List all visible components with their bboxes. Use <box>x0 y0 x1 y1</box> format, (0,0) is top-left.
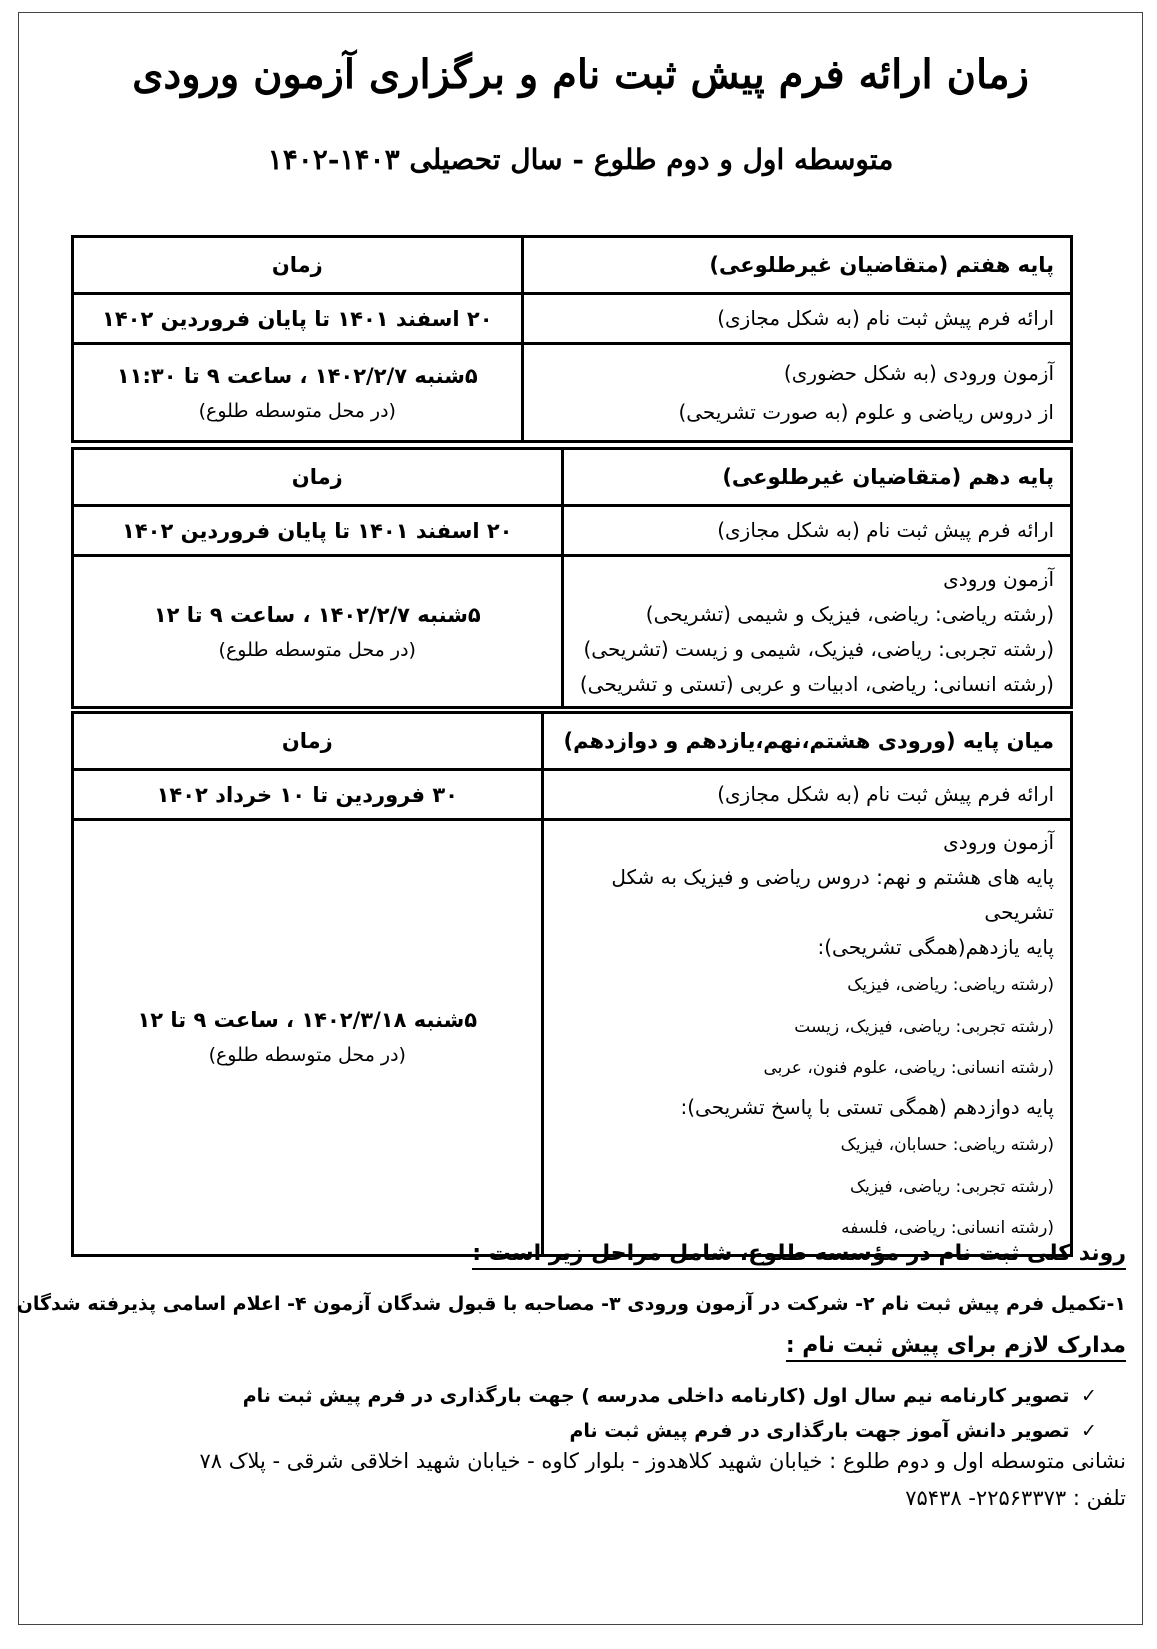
grade-10-exam-desc-line: (رشته ریاضی: ریاضی، فیزیک و شیمی (تشریحی) <box>645 601 1054 626</box>
mid-grade-time-heading: زمان <box>73 713 543 770</box>
grade-10-exam-row <box>73 556 1072 708</box>
documents-item-text: تصویر دانش آموز جهت بارگذاری در فرم پیش ثبت نام <box>569 1420 1070 1443</box>
grade-7-exam-desc <box>522 344 1071 442</box>
grade-7-heading: پایه هفتم (متقاضیان غیرطلوعی) <box>522 237 1071 294</box>
grade-7-time-heading: زمان <box>73 237 523 294</box>
process-title-text: روند کلی ثبت نام در مؤسسه طلوع، شامل مراحل زیر است : <box>472 1241 1126 1270</box>
mid-grade-exam-desc-line: (رشته ریاضی: ریاضی، فیزیک <box>847 975 1054 995</box>
address-line: نشانی متوسطه اول و دوم طلوع : خیابان شهید کلاهدوز - بلوار کاوه - خیابان شهید اخلاقی شرقی - پلاک ۷۸ <box>199 1449 1126 1473</box>
mid-grade-exam-time-cell <box>73 820 543 1256</box>
grade-7-exam-time: ۵شنبه ۱۴۰۲/۲/۷ ، ساعت ۹ تا ۱۱:۳۰ <box>116 363 478 388</box>
grade-7-table <box>71 235 1073 443</box>
address-block <box>35 1443 1126 1517</box>
process-title <box>35 1241 1126 1266</box>
mid-grade-exam-desc-line: پایه دوازدهم (همگی تستی با پاسخ تشریحی): <box>680 1094 1054 1119</box>
grade-10-header-row <box>73 449 1072 506</box>
documents-title <box>35 1333 1126 1358</box>
documents-list <box>35 1379 1102 1449</box>
mid-grade-exam-desc-line: (رشته ریاضی: حسابان، فیزیک <box>840 1134 1054 1155</box>
grade-7-registration-time: ۲۰ اسفند ۱۴۰۱ تا پایان فروردین ۱۴۰۲ <box>73 294 523 344</box>
mid-grade-exam-desc <box>542 820 1071 1256</box>
grade-7-registration-desc: ارائه فرم پیش ثبت نام (به شکل مجازی) <box>522 294 1071 344</box>
grade-7-exam-place: (در محل متوسطه طلوع) <box>198 399 396 422</box>
mid-grade-heading: میان پایه (ورودی هشتم،نهم،یازدهم و دوازدهم) <box>542 713 1071 770</box>
grade-10-exam-time: ۵شنبه ۱۴۰۲/۲/۷ ، ساعت ۹ تا ۱۲ <box>153 602 481 627</box>
mid-grade-registration-desc: ارائه فرم پیش ثبت نام (به شکل مجازی) <box>542 770 1071 820</box>
check-icon: ✓ <box>1081 1385 1097 1407</box>
mid-grade-registration-row <box>73 770 1072 820</box>
page-subtitle: متوسطه اول و دوم طلوع - سال تحصیلی ۱۴۰۳-۱۴۰۲ <box>267 143 894 176</box>
mid-grade-exam-desc-line: آزمون ورودی <box>943 830 1054 854</box>
grade-10-exam-desc-line: آزمون ورودی <box>943 566 1054 591</box>
grade-7-registration-row <box>73 294 1072 344</box>
mid-grade-header-row <box>73 713 1072 770</box>
documents-item-text: تصویر کارنامه نیم سال اول (کارنامه داخلی مدرسه ) جهت بارگذاری در فرم پیش ثبت نام <box>242 1385 1070 1407</box>
grade-7-exam-row <box>73 344 1072 442</box>
grade-10-exam-place: (در محل متوسطه طلوع) <box>218 638 416 661</box>
grade-7-exam-time-cell <box>73 344 523 442</box>
mid-grade-exam-desc-line: (رشته انسانی: ریاضی، فلسفه <box>841 1218 1054 1239</box>
grade-10-registration-time: ۲۰ اسفند ۱۴۰۱ تا پایان فروردین ۱۴۰۲ <box>73 506 563 556</box>
grade-7-exam-desc-line: از دروس ریاضی و علوم (به صورت تشریحی) <box>678 399 1054 424</box>
grade-7-exam-desc-line: آزمون ورودی (به شکل حضوری) <box>783 360 1054 385</box>
mid-grade-exam-desc-line: (رشته تجربی: ریاضی، فیزیک <box>849 1176 1054 1197</box>
phone-line: تلفن : ۲۲۵۶۳۳۷۳- ۷۵۴۳۸ <box>905 1485 1126 1510</box>
process-steps: ۱-تکمیل فرم پیش ثبت نام ۲- شرکت در آزمون ورودی ۳- مصاحبه با قبول شدگان آزمون ۴- اعلام اسامی پذیرفته شدگان <box>16 1293 1126 1315</box>
document-page <box>18 12 1143 1625</box>
documents-list-item <box>35 1379 1102 1414</box>
grade-10-time-heading: زمان <box>73 449 563 506</box>
grade-10-exam-desc <box>562 556 1071 708</box>
grade-10-heading: پایه دهم (متقاضیان غیرطلوعی) <box>562 449 1071 506</box>
mid-grade-table <box>71 711 1073 1257</box>
mid-grade-exam-desc-line: پایه یازدهم(همگی تشریحی): <box>817 935 1054 959</box>
grade-10-exam-desc-line: (رشته انسانی: ریاضی، ادبیات و عربی (تستی و تشریحی) <box>579 671 1054 696</box>
grade-10-table <box>71 447 1073 709</box>
documents-title-text: مدارک لازم برای پیش ثبت نام : <box>786 1333 1126 1362</box>
grade-10-exam-desc-line: (رشته تجربی: ریاضی، فیزیک، شیمی و زیست (تشریحی) <box>583 636 1054 661</box>
mid-grade-exam-desc-line: پایه های هشتم و نهم: دروس ریاضی و فیزیک به شکل تشریحی <box>611 865 1054 924</box>
grade-10-registration-desc: ارائه فرم پیش ثبت نام (به شکل مجازی) <box>562 506 1071 556</box>
page-title: زمان ارائه فرم پیش ثبت نام و برگزاری آزمون ورودی <box>132 51 1029 98</box>
mid-grade-exam-place: (در محل متوسطه طلوع) <box>208 1044 406 1067</box>
mid-grade-exam-row <box>73 820 1072 1256</box>
grade-7-header-row <box>73 237 1072 294</box>
grade-10-registration-row <box>73 506 1072 556</box>
mid-grade-exam-desc-line: (رشته تجربی: ریاضی، فیزیک، زیست <box>794 1016 1054 1037</box>
check-icon: ✓ <box>1081 1420 1097 1443</box>
mid-grade-registration-time: ۳۰ فروردین تا ۱۰ خرداد ۱۴۰۲ <box>73 770 543 820</box>
mid-grade-exam-desc-line: (رشته انسانی: ریاضی، علوم فنون، عربی <box>763 1058 1054 1079</box>
grade-10-exam-time-cell <box>73 556 563 708</box>
mid-grade-exam-time: ۵شنبه ۱۴۰۲/۳/۱۸ ، ساعت ۹ تا ۱۲ <box>137 1008 478 1033</box>
